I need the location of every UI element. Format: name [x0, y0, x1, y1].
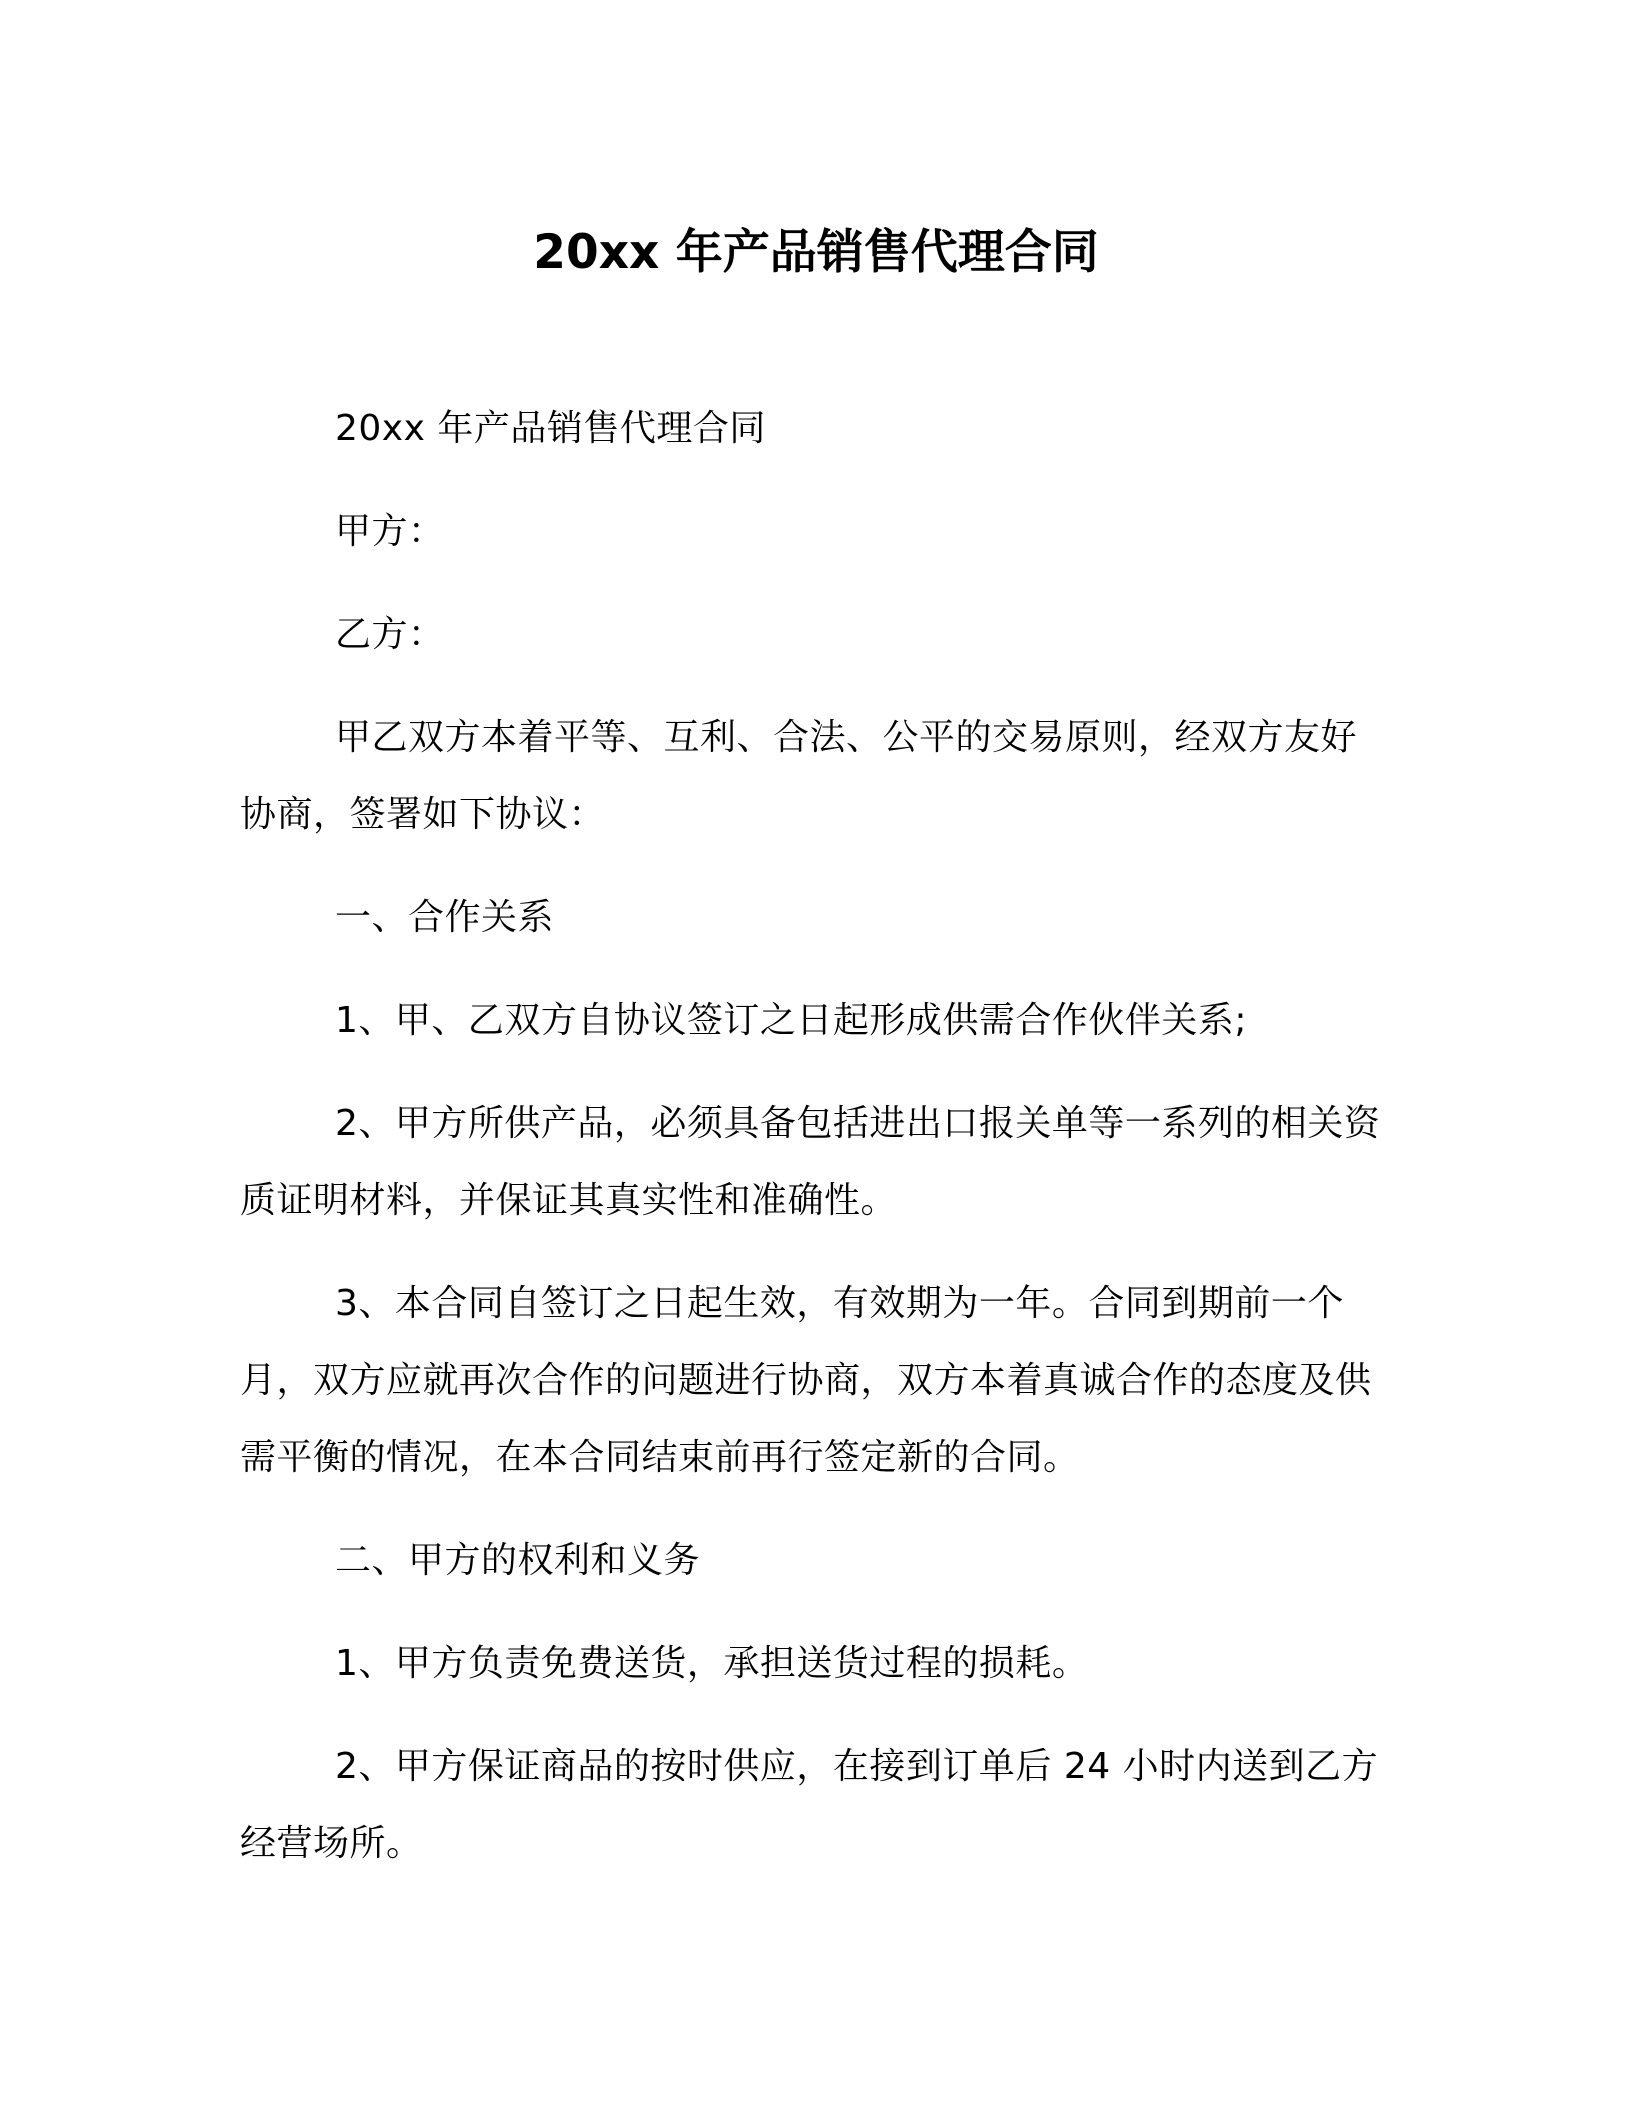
section-heading-party-a-rights: 二、甲方的权利和义务 — [335, 1540, 701, 1581]
contract-subtitle: 20xx 年产品销售代理合同 — [335, 408, 766, 449]
party-a-line: 甲方： — [335, 511, 445, 552]
clause-2-1: 1、甲方负责免费送货，承担送货过程的损耗。 — [335, 1643, 1089, 1684]
clause-1-1: 1、甲、乙双方自协议签订之日起形成供需合作伙伴关系; — [335, 1000, 1248, 1041]
preamble-paragraph: 甲乙双方本着平等、互利、合法、公平的交易原则，经双方友好协商，签署如下协议： — [240, 717, 1358, 835]
section-heading-cooperation: 一、合作关系 — [335, 897, 555, 938]
clause-1-3: 3、本合同自签订之日起生效，有效期为一年。合同到期前一个月，双方应就再次合作的问题进行协商，双方本着真诚合作的态度及供需平衡的情况，在本合同结束前再行签定新的合同。 — [240, 1283, 1372, 1478]
clause-2-2: 2、甲方保证商品的按时供应，在接到订单后 24 小时内送到乙方经营场所。 — [240, 1746, 1379, 1864]
clause-1-2: 2、甲方所供产品，必须具备包括进出口报关单等一系列的相关资质证明材料，并保证其真实性和准确性。 — [240, 1103, 1381, 1221]
document-body — [240, 390, 1390, 1908]
party-b-line: 乙方： — [335, 614, 445, 655]
document-title: 20xx 年产品销售代理合同 — [533, 225, 1099, 280]
